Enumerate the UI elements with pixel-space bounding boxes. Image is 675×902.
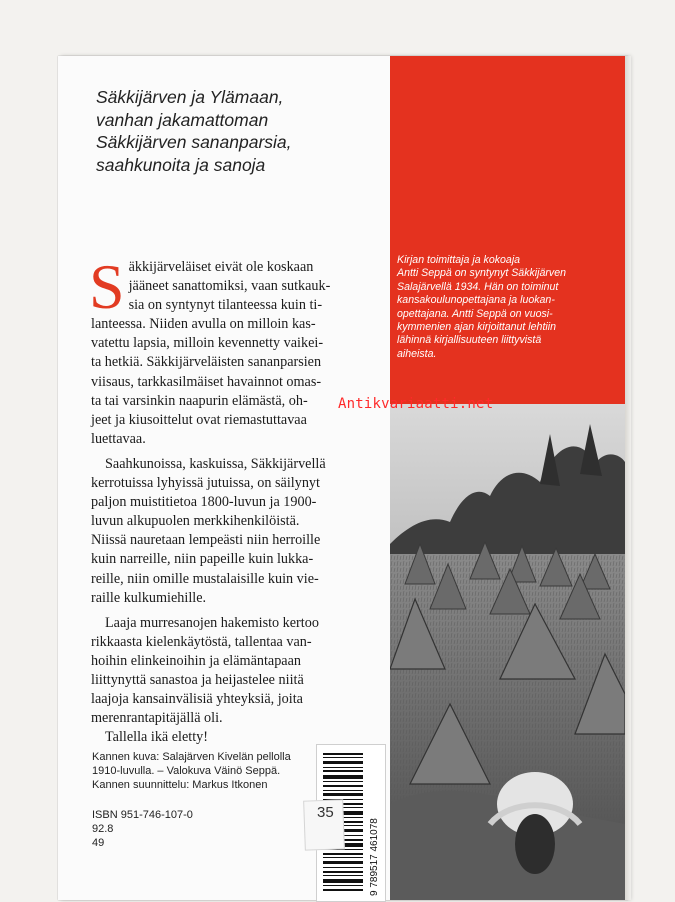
blurb-line: ta hetkiä. Säkkijärveläisten sananparsien (91, 354, 322, 371)
blurb-line: raille kulkumiehille. (91, 589, 207, 606)
bio-line: lähinnä kirjallisuuteen liittyvistä (397, 334, 542, 347)
blurb-line: paljon muistitietoa 1800-luvun ja 1900- (91, 494, 317, 511)
credits-line: 1910-luvulla. – Valokuva Väinö Seppä. (92, 765, 281, 778)
blurb-line: reille, niin omille mustalaisille kuin vie- (91, 570, 319, 587)
credits-line: Kannen suunnittelu: Markus Itkonen (92, 779, 268, 792)
bio-line: Salajärvellä 1934. Hän on toiminut (397, 280, 559, 293)
blurb-line: Laaja murresanojen hakemisto kertoo (105, 614, 319, 631)
credits-line: Kannen kuva: Salajärven Kivelän pellolla (92, 751, 291, 763)
sticker-number: 35 (317, 804, 334, 821)
bio-line: kansakoulunopettajana ja luokan- (397, 294, 555, 307)
subtitle-line: saahkunoita ja sanoja (96, 154, 266, 175)
subtitle-line: Säkkijärven ja Ylämaan, (96, 87, 284, 107)
blurb-paragraph-3 (91, 614, 377, 729)
blurb-line: ta tai varsinkin naapurin elämästä, oh- (91, 392, 308, 409)
blurb-line: luettavaa. (91, 430, 146, 447)
bio-line: Antti Seppä on syntynyt Säkkijärven (397, 267, 567, 280)
cover-photo-haystacks (390, 404, 625, 900)
subtitle-line: Säkkijärven sananparsia, (96, 132, 292, 152)
blurb-line: äkkijärveläiset eivät ole koskaan (128, 259, 314, 275)
cover-subtitle (96, 86, 396, 176)
field-photo-illustration (390, 404, 625, 900)
blurb-line: Niissä nauretaan lempeästi niin herroille (91, 532, 321, 549)
bio-line: opettajana. Antti Seppä on vuosi- (397, 307, 553, 320)
blurb-line: liittynyttä sanastoa ja heijastelee niitä (91, 671, 304, 688)
isbn-line: 49 (92, 837, 105, 850)
blurb-paragraph-4: Tallella ikä eletty! (105, 729, 208, 746)
bio-line: kymmenien ajan kirjoittanut lehtiin (397, 321, 556, 334)
blurb-line: hoihin elinkeinoihin ja elämäntapaan (91, 652, 301, 669)
editor-bio (397, 254, 619, 361)
blurb-line: lanteessa. Niiden avulla on milloin kas- (91, 316, 316, 333)
blurb-line: luvun alkupuolen merkkihenkilöistä. (91, 513, 300, 530)
blurb-line: merenrantapitäjällä oli. (91, 710, 223, 727)
watermark: Antikvariaatti.net (338, 396, 494, 412)
blurb-line: vatettu lapsia, milloin kevennetty vaikei- (91, 335, 324, 352)
barcode-number: 9 789517 461078 (369, 818, 380, 896)
book-edge (625, 56, 631, 900)
blurb-paragraph-1 (89, 251, 377, 449)
blurb-line: laajoja kansainvälisiä yhteyksiä, joita (91, 691, 303, 708)
bio-line: Kirjan toimittaja ja kokoaja (397, 254, 521, 266)
blurb-line: viisaus, tarkkasilmäiset havainnot omas- (91, 373, 322, 390)
subtitle-line: vanhan jakamattoman (96, 109, 269, 130)
isbn-line: ISBN 951-746-107-0 (92, 809, 193, 821)
blurb-line: Saahkunoissa, kaskuissa, Säkkijärvellä (105, 455, 326, 472)
blurb (89, 251, 377, 747)
blurb-line: jääneet sanattomiksi, vaan sutkauk- (128, 278, 331, 295)
blurb-paragraph-2 (91, 455, 377, 608)
blurb-line: jeet ja kiusoittelut ovat riemastuttavaa (91, 411, 307, 428)
blurb-line: kuin narreille, niin papeille kuin lukka- (91, 551, 314, 568)
bio-line: aiheista. (397, 347, 437, 360)
isbn-line: 92.8 (92, 823, 114, 836)
isbn-block (92, 808, 193, 851)
cover-credits (92, 750, 332, 793)
blurb-line: kerrotuissa lyhyissä jutuissa, on säilynyt (91, 475, 320, 492)
drop-cap: S (89, 251, 125, 322)
blurb-line: rikkaasta kielenkäytöstä, tallentaa van- (91, 633, 312, 650)
blurb-line: sia on syntynyt tilanteessa kuin ti- (128, 297, 323, 314)
